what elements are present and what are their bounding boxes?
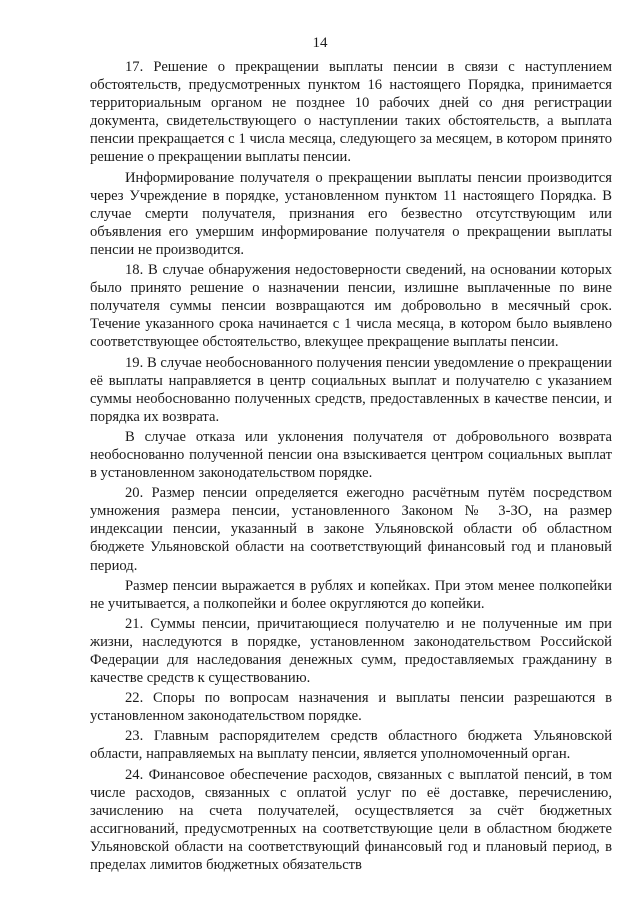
paragraph-20: 20. Размер пенсии определяется ежегодно расчётным путём посредством умножения размера пенсии, установленного Законом № 3-ЗО, на размер индексации пенсии, указанный в законе Ульяновской области об областном бюджете Ульяновской области на соответствующий финансовый год и плановый период.	[90, 485, 612, 574]
paragraph-informing: Информирование получателя о прекращении выплаты пенсии производится через Учреждение в порядке, установленном пунктом 11 настоящего Порядка. В случае смерти получателя, признания его безвестно отсутствующим или объявления его умершим информирование получателя о прекращении выплаты пенсии не производится.	[90, 169, 612, 258]
paragraph-21: 21. Суммы пенсии, причитающиеся получателю и не полученные им при жизни, наследуются в порядке, установленном законодательством Российской Федерации для наследования денежных сумм, предоставляемых гражданину в качестве средств к существованию.	[90, 615, 612, 687]
document-body	[90, 58, 612, 876]
paragraph-19: 19. В случае необоснованного получения пенсии уведомление о прекращении её выплаты направляется в центр социальных выплат и получателю с указанием суммы необоснованно полученных средств, предоставленных в качестве пенсии, и порядка их возврата.	[90, 354, 612, 425]
paragraph-24: 24. Финансовое обеспечение расходов, связанных с выплатой пенсий, в том числе расходов, связанных с оплатой услуг по её доставке, перечислению, зачислению на счета получателей, осуществляется за счёт бюджетных ассигнований, предусмотренных на соответствующие цели в областном бюджете Ульяновской области на соответствующий финансовый год и плановый период, в пределах лимитов бюджетных обязательств	[90, 766, 612, 874]
paragraph-22: 22. Споры по вопросам назначения и выплаты пенсии разрешаются в установленном законодательством порядке.	[90, 690, 612, 725]
paragraph-refusal: В случае отказа или уклонения получателя от добровольного возврата необоснованно полученной пенсии она взыскивается центром социальных выплат в установленном законодательством порядке.	[90, 428, 612, 482]
paragraph-pension-amount: Размер пенсии выражается в рублях и копейках. При этом менее полкопейки не учитывается, а полкопейки и более округляются до копейки.	[90, 577, 612, 612]
paragraph-17: 17. Решение о прекращении выплаты пенсии в связи с наступлением обстоятельств, предусмотренных пунктом 16 настоящего Порядка, принимается территориальным органом не позднее 10 рабочих дней со дня регистрации документа, свидетельствующего о наступлении таких обстоятельств, а выплата пенсии прекращается с 1 числа месяца, следующего за месяцем, в котором принято решение о прекращении выплаты пенсии.	[90, 59, 612, 166]
page-number: 14	[312, 35, 328, 51]
paragraph-18: 18. В случае обнаружения недостоверности сведений, на основании которых было принято решение о назначении пенсии, излишне выплаченные по вине получателя суммы пенсии возвращаются им добровольно в месячный срок. Течение указанного срока начинается с 1 числа месяца, в котором было выявлено соответствующее обстоятельство, влекущее прекращение выплаты пенсии.	[90, 262, 612, 351]
paragraph-23: 23. Главным распорядителем средств областного бюджета Ульяновской области, направляемых на выплату пенсии, является уполномоченный орган.	[90, 728, 612, 763]
